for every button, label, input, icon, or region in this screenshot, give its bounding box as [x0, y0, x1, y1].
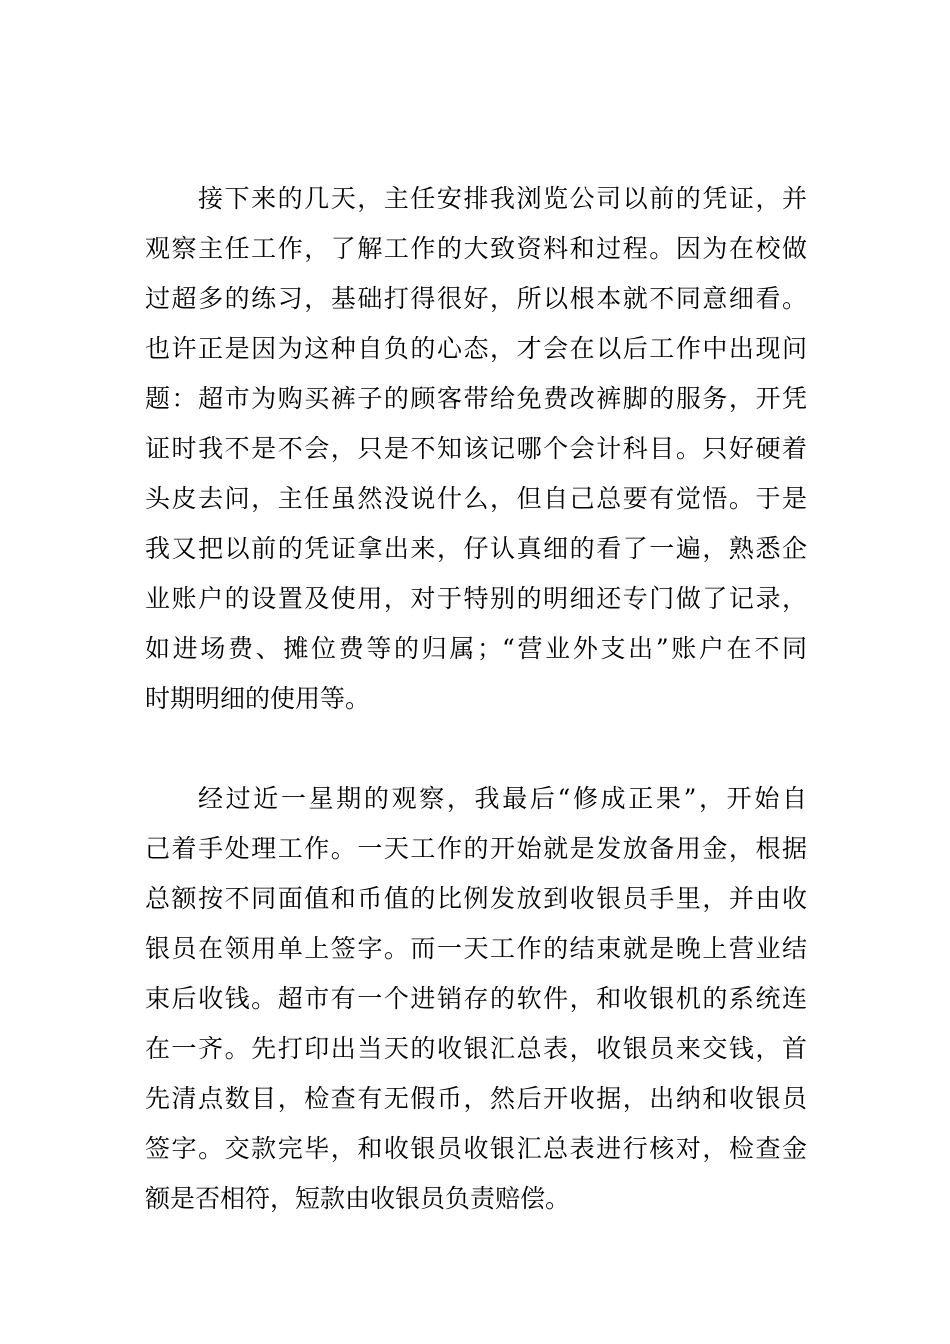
paragraph-line: 银员在领用单上签字。而一天工作的结束就是晚上营业结	[145, 934, 807, 963]
paragraph-line: 头皮去问，主任虽然没说什么，但自己总要有觉悟。于是	[145, 484, 807, 513]
paragraph-line: 题：超市为购买裤子的顾客带给免费改裤脚的服务，开凭	[145, 384, 807, 413]
paragraph-line: 证时我不是不会，只是不知该记哪个会计科目。只好硬着	[145, 434, 807, 463]
paragraph-line: 时期明细的使用等。	[145, 684, 371, 713]
paragraph-line: 经过近一星期的观察，我最后“修成正果”，开始自	[198, 784, 807, 813]
paragraph-1	[145, 174, 807, 724]
paragraph-line: 也许正是因为这种自负的心态，才会在以后工作中出现问	[145, 334, 807, 363]
paragraph-line: 我又把以前的凭证拿出来，仔认真细的看了一遍，熟悉企	[145, 534, 807, 563]
paragraph-line: 额是否相符，短款由收银员负责赔偿。	[145, 1184, 571, 1213]
paragraph-line: 接下来的几天，主任安排我浏览公司以前的凭证，并	[198, 184, 807, 213]
paragraph-line: 业账户的设置及使用，对于特别的明细还专门做了记录，	[145, 584, 807, 613]
paragraph-line: 总额按不同面值和币值的比例发放到收银员手里，并由收	[145, 884, 807, 913]
paragraph-2	[145, 774, 807, 1224]
paragraph-line: 观察主任工作，了解工作的大致资料和过程。因为在校做	[145, 234, 807, 263]
paragraph-line: 先清点数目，检查有无假币，然后开收据，出纳和收银员	[145, 1084, 807, 1113]
paragraph-line: 在一齐。先打印出当天的收银汇总表，收银员来交钱，首	[145, 1034, 807, 1063]
paragraph-line: 如进场费、摊位费等的归属；“营业外支出”账户在不同	[145, 634, 807, 663]
paragraph-line: 签字。交款完毕，和收银员收银汇总表进行核对，检查金	[145, 1134, 807, 1163]
paragraph-line: 束后收钱。超市有一个进销存的软件，和收银机的系统连	[145, 984, 807, 1013]
paragraph-line: 己着手处理工作。一天工作的开始就是发放备用金，根据	[145, 834, 807, 863]
paragraph-line: 过超多的练习，基础打得很好，所以根本就不同意细看。	[145, 284, 807, 313]
